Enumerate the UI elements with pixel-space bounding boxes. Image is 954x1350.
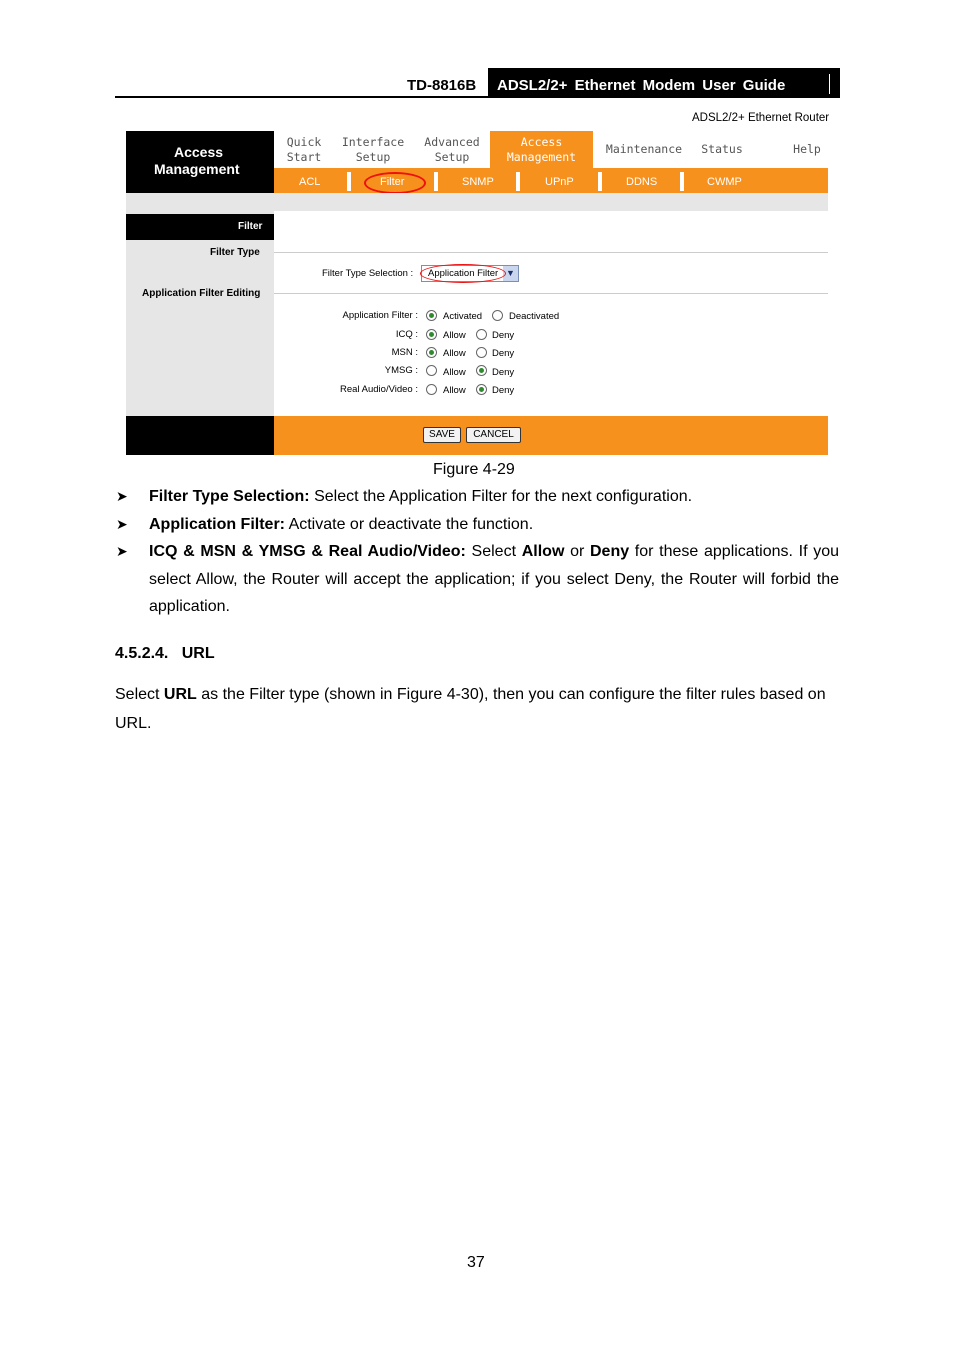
application-filter-activated-radio[interactable] (426, 310, 437, 321)
bullet-arrow-icon: ➤ (116, 488, 128, 504)
bullet-text: or (564, 543, 590, 560)
sub-tab-upnp[interactable]: UPnP (545, 176, 574, 188)
app-filter-editing-label: Application Filter Editing (142, 288, 261, 299)
nav-tab-quick-start[interactable]: Quick Start (286, 135, 322, 164)
option-label: Activated (443, 311, 483, 322)
bullet-text: Select (465, 543, 522, 560)
application-filter-deactivated-radio[interactable] (492, 310, 503, 321)
header-divider (829, 74, 830, 94)
sub-tab-filter[interactable]: Filter (380, 176, 405, 188)
option-label: Deactivated (509, 311, 560, 322)
body-paragraph (115, 680, 839, 738)
content-top-bar (126, 193, 828, 211)
filter-type-label: Filter Type (210, 247, 260, 258)
bullet-item (149, 511, 839, 539)
sub-tab-divider (680, 172, 684, 191)
real-audio-video-deny-radio[interactable] (476, 384, 487, 395)
section-heading: 4.5.2.4. URL (115, 645, 215, 662)
nav-tab-maintenance[interactable]: Maintenance (605, 142, 683, 156)
filter-highlight-circle (364, 172, 426, 194)
nav-tab-status[interactable]: Status (701, 142, 743, 156)
bullet-description: Activate or deactivate the function. (285, 516, 534, 533)
page-number: 37 (467, 1254, 485, 1271)
document-title: ADSL2/2+ Ethernet Modem User Guide (497, 77, 786, 94)
option-label: Deny (492, 330, 515, 341)
bullet-keyword: Allow (521, 543, 565, 560)
section-title (154, 144, 240, 178)
option-label: Deny (492, 385, 515, 396)
option-label: Deny (492, 348, 515, 359)
option-label: Deny (492, 367, 515, 378)
section-title-line1: Access (174, 144, 224, 160)
option-label: Allow (443, 367, 466, 378)
row-divider (274, 252, 828, 253)
bullet-text: for these applications. If you select Allow, the Router will accept the application; if you select Deny, the Router will forbid the application. (149, 543, 840, 615)
msn-label: MSN : (391, 347, 418, 358)
footer-left-panel (126, 416, 274, 455)
header-rule (115, 96, 840, 98)
bullet-description: Select the Application Filter for the next configuration. (309, 488, 693, 505)
option-label: Allow (443, 385, 466, 396)
sub-tab-cwmp[interactable]: CWMP (707, 176, 742, 188)
bullet-item (149, 538, 839, 621)
figure-caption: Figure 4-29 (433, 461, 515, 478)
real-audio-video-allow-radio[interactable] (426, 384, 437, 395)
paragraph-keyword: URL (163, 686, 197, 703)
sub-tab-snmp[interactable]: SNMP (462, 176, 494, 188)
ymsg-deny-radio[interactable] (476, 365, 487, 376)
document-model: TD-8816B (407, 77, 477, 94)
msn-allow-radio[interactable] (426, 347, 437, 358)
real-audio-video-label: Real Audio/Video : (340, 384, 418, 395)
nav-tab-interface-setup[interactable]: Interface Setup (341, 135, 405, 164)
option-label: Allow (443, 330, 466, 341)
sub-tab-divider (598, 172, 602, 191)
icq-label: ICQ : (395, 329, 418, 340)
cancel-button[interactable]: CANCEL (466, 427, 521, 443)
bullet-term: ICQ & MSN & YMSG & Real Audio/Video: (149, 543, 466, 560)
filter-section-title: Filter (238, 221, 263, 232)
row-divider (274, 293, 828, 294)
sub-tab-divider (516, 172, 520, 191)
nav-tab-access-management[interactable]: Access Management (506, 135, 577, 164)
chevron-down-icon[interactable]: ▼ (503, 266, 518, 281)
application-filter-label: Application Filter : (342, 310, 418, 321)
bullet-item (149, 483, 839, 511)
bullet-arrow-icon: ➤ (116, 543, 128, 559)
bullet-arrow-icon: ➤ (116, 516, 128, 532)
filter-type-selection-label: Filter Type Selection : (322, 268, 414, 279)
paragraph-text: as the Filter type (shown in Figure 4-30), then you can configure the filter rules based on URL. (115, 686, 826, 732)
msn-deny-radio[interactable] (476, 347, 487, 358)
select-highlight-circle (420, 264, 506, 283)
paragraph-text: Select (115, 686, 164, 703)
sub-tab-ddns[interactable]: DDNS (626, 176, 658, 188)
icq-deny-radio[interactable] (476, 329, 487, 340)
bullet-term: Filter Type Selection: (149, 488, 310, 505)
sub-tab-divider (434, 172, 438, 191)
sub-tab-divider (347, 172, 351, 191)
ymsg-label: YMSG : (384, 365, 418, 376)
section-title-line2: Management (154, 161, 240, 177)
ymsg-allow-radio[interactable] (426, 365, 437, 376)
bullet-keyword: Deny (590, 543, 630, 560)
router-brand-label: ADSL2/2+ Ethernet Router (692, 112, 830, 124)
sub-tab-acl[interactable]: ACL (299, 176, 321, 188)
left-label-panel (126, 211, 274, 416)
option-label: Allow (443, 348, 466, 359)
footer-button-bar (274, 416, 828, 455)
save-button[interactable]: SAVE (423, 427, 461, 443)
nav-tab-help[interactable]: Help (793, 142, 821, 156)
bullet-term: Application Filter: (149, 516, 285, 533)
nav-tab-advanced-setup[interactable]: Advanced Setup (424, 135, 480, 164)
icq-allow-radio[interactable] (426, 329, 437, 340)
filter-type-select-value: Application Filter (428, 268, 499, 279)
